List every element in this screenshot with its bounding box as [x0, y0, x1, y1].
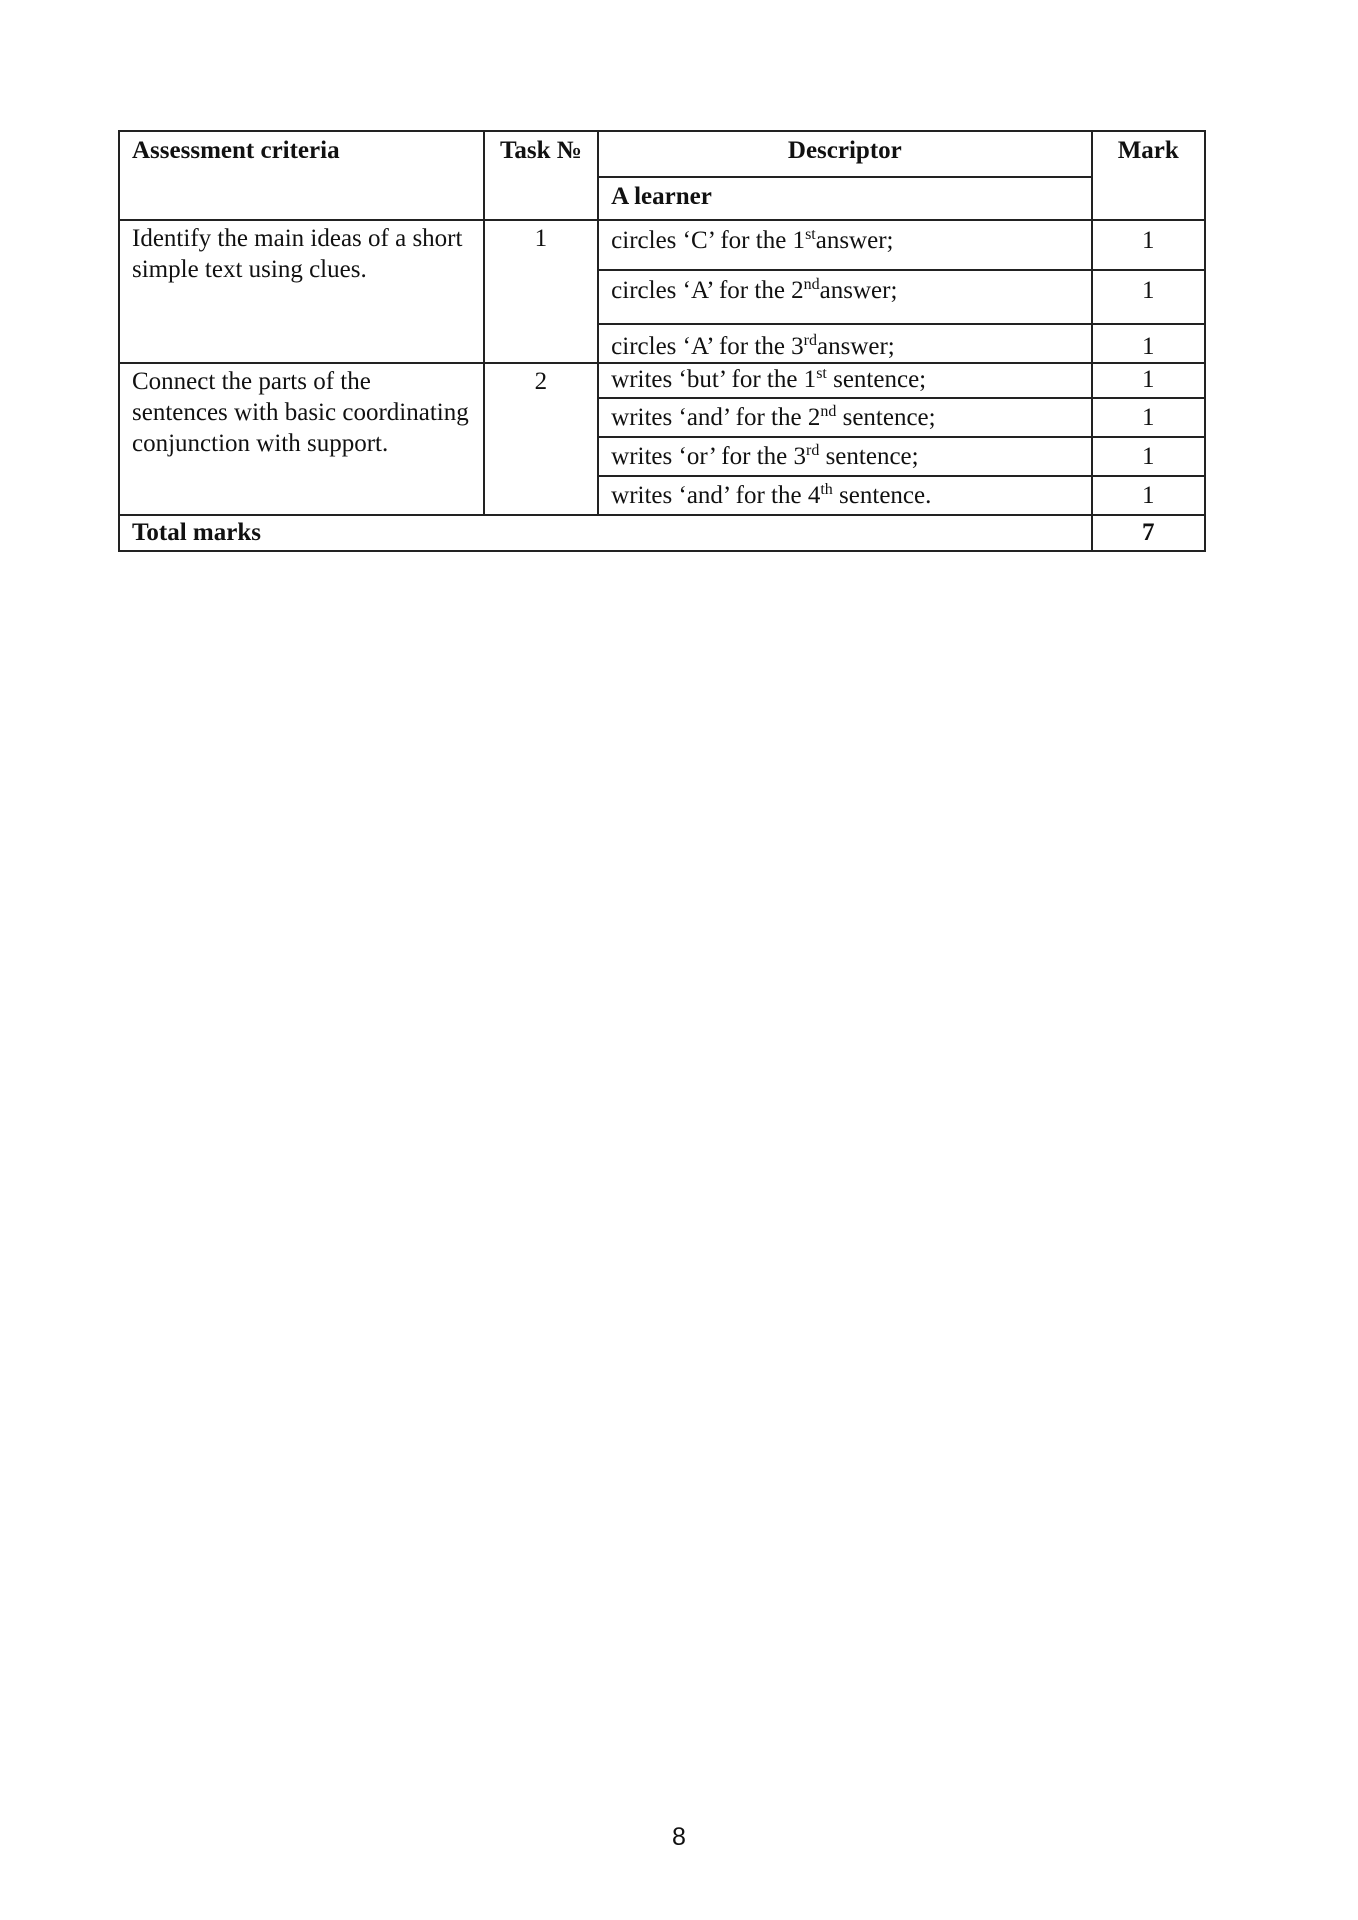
subheader-learner: A learner: [598, 177, 1091, 220]
mark-cell: 1: [1092, 437, 1205, 476]
descriptor-cell: circles ‘A’ for the 2ndanswer;: [598, 270, 1091, 324]
header-criteria: Assessment criteria: [119, 131, 484, 220]
header-descriptor: Descriptor: [598, 131, 1091, 177]
page-number: 8: [672, 1823, 686, 1851]
assessment-table: [118, 130, 1206, 552]
total-label: Total marks: [119, 515, 1092, 551]
table-row: [119, 220, 1205, 270]
criteria-cell: Connect the parts of the sentences with basic coordinating conjunction with support.: [119, 363, 484, 515]
descriptor-cell: circles ‘A’ for the 3rdanswer;: [598, 324, 1091, 363]
descriptor-cell: circles ‘C’ for the 1stanswer;: [598, 220, 1091, 270]
mark-cell: 1: [1092, 363, 1205, 398]
task-number: 1: [484, 220, 598, 363]
mark-cell: 1: [1092, 476, 1205, 515]
mark-cell: 1: [1092, 270, 1205, 324]
header-row: [119, 131, 1205, 177]
header-mark: Mark: [1092, 131, 1205, 220]
descriptor-cell: writes ‘or’ for the 3rd sentence;: [598, 437, 1091, 476]
descriptor-cell: writes ‘and’ for the 4th sentence.: [598, 476, 1091, 515]
mark-cell: 1: [1092, 398, 1205, 437]
total-row: [119, 515, 1205, 551]
total-value: 7: [1092, 515, 1205, 551]
mark-cell: 1: [1092, 324, 1205, 363]
descriptor-cell: writes ‘but’ for the 1st sentence;: [598, 363, 1091, 398]
criteria-cell: Identify the main ideas of a short simple text using clues.: [119, 220, 484, 363]
mark-cell: 1: [1092, 220, 1205, 270]
header-task: Task №: [484, 131, 598, 220]
descriptor-cell: writes ‘and’ for the 2nd sentence;: [598, 398, 1091, 437]
task-number: 2: [484, 363, 598, 515]
table-row: [119, 363, 1205, 398]
